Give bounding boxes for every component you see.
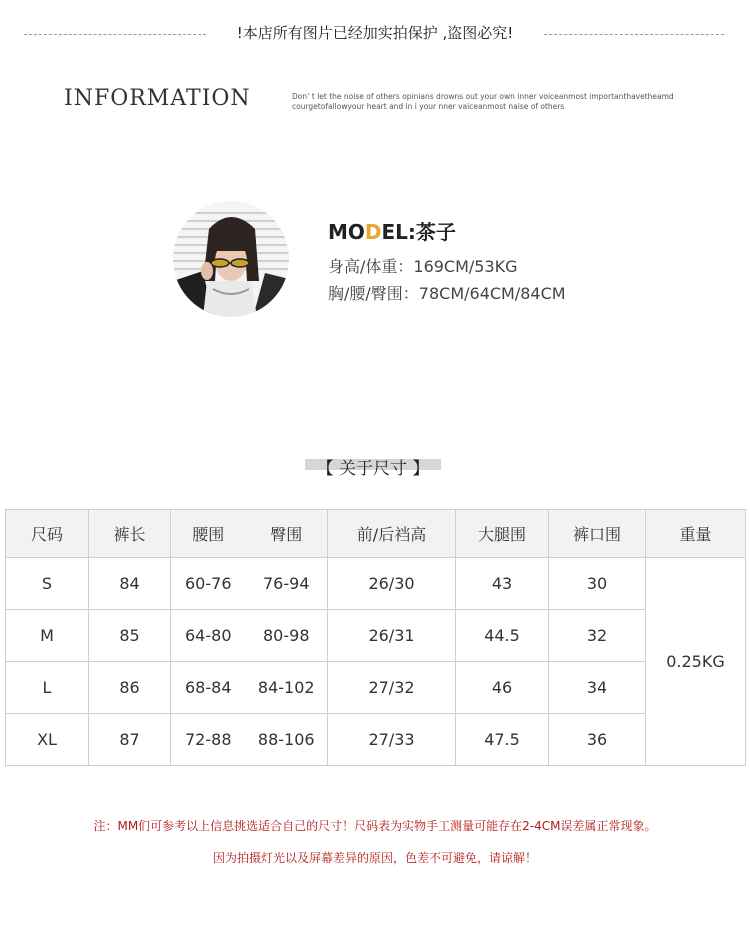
table-cell: 44.5 — [456, 610, 549, 662]
table-row — [6, 610, 746, 662]
quote-line-1: Don’ t let the noise of others opinians drowns out your own inner voiceanmost importanthavetheamd — [292, 92, 674, 101]
table-cell: 84-102 — [246, 662, 328, 714]
size-table — [5, 509, 746, 766]
header-rise: 前/后裆高 — [328, 510, 456, 558]
table-cell: 36 — [549, 714, 646, 766]
table-row — [6, 558, 746, 610]
table-cell: 32 — [549, 610, 646, 662]
information-quote — [292, 92, 712, 112]
table-cell: 68-84 — [171, 662, 246, 714]
top-divider-right — [544, 34, 724, 35]
quote-line-2: courgetofallowyour heart and in i your nner vaiceanmost naise of others — [292, 102, 565, 111]
table-cell: 80-98 — [246, 610, 328, 662]
table-cell: 60-76 — [171, 558, 246, 610]
model-title — [328, 216, 456, 245]
model-avatar — [173, 201, 289, 317]
model-measurements: 胸/腰/臀围：78CM/64CM/84CM — [328, 284, 566, 303]
color-note: 因为拍摄灯光以及屏幕差异的原因，色差不可避免，请谅解！ — [212, 851, 537, 865]
model-label-accent: D — [364, 220, 382, 244]
header-waist: 腰围 — [171, 510, 246, 558]
table-cell: 84 — [89, 558, 171, 610]
table-cell: 47.5 — [456, 714, 549, 766]
table-cell: 85 — [89, 610, 171, 662]
header-hip: 臀围 — [246, 510, 328, 558]
table-cell: 86 — [89, 662, 171, 714]
table-cell: 30 — [549, 558, 646, 610]
model-name: 茶子 — [415, 220, 456, 244]
top-divider-left — [24, 34, 206, 35]
table-cell: L — [6, 662, 89, 714]
information-title: INFORMATION — [64, 86, 251, 111]
table-cell: 88-106 — [246, 714, 328, 766]
table-cell: 27/32 — [328, 662, 456, 714]
header-length: 裤长 — [89, 510, 171, 558]
table-row — [6, 662, 746, 714]
size-section-title: 【 关于尺寸 】 — [316, 459, 430, 479]
weight-cell: 0.25KG — [646, 558, 746, 766]
copyright-notice: !本店所有图片已经加实拍保护 ,盗图必究! — [236, 24, 514, 42]
header-size: 尺码 — [6, 510, 89, 558]
table-cell: 72-88 — [171, 714, 246, 766]
table-cell: S — [6, 558, 89, 610]
model-photo — [173, 201, 289, 317]
table-row — [6, 714, 746, 766]
table-cell: 76-94 — [246, 558, 328, 610]
table-cell: 87 — [89, 714, 171, 766]
table-cell: M — [6, 610, 89, 662]
header-thigh: 大腿围 — [456, 510, 549, 558]
model-label-pre: MO — [328, 220, 365, 244]
table-cell: 27/33 — [328, 714, 456, 766]
table-cell: 46 — [456, 662, 549, 714]
table-cell: 64-80 — [171, 610, 246, 662]
table-cell: 34 — [549, 662, 646, 714]
model-height-weight: 身高/体重：169CM/53KG — [328, 257, 518, 276]
header-weight: 重量 — [646, 510, 746, 558]
model-label-post: EL: — [381, 220, 416, 244]
size-table-header-row — [6, 510, 746, 558]
table-cell: 43 — [456, 558, 549, 610]
table-cell: 26/31 — [328, 610, 456, 662]
header-hem: 裤口围 — [549, 510, 646, 558]
table-cell: 26/30 — [328, 558, 456, 610]
table-cell: XL — [6, 714, 89, 766]
size-note: 注：MM们可参考以上信息挑选适合自己的尺寸！尺码表为实物手工测量可能存在2-4CM误差属正常现象。 — [93, 819, 657, 833]
